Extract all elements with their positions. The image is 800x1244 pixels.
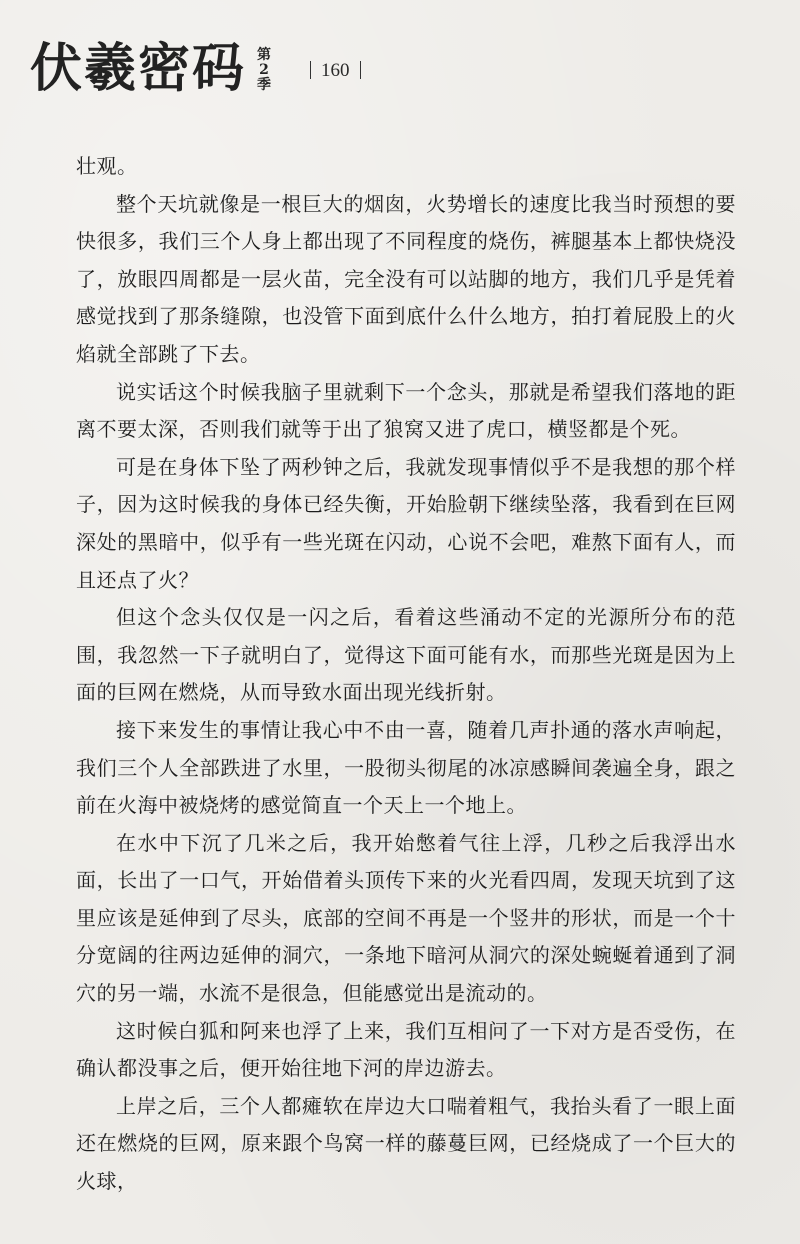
paragraph: 这时候白狐和阿来也浮了上来，我们互相问了一下对方是否受伤，在确认都没事之后，便开始往地下河的岸边游去。	[76, 1018, 736, 1081]
page-number-right-rule	[360, 61, 361, 79]
paragraph: 可是在身体下坠了两秒钟之后，我就发现事情似乎不是我想的那个样子，因为这时候我的身体已经失衡，开始脸朝下继续坠落，我看到在巨网深处的黑暗中，似乎有一些光斑在闪动，心说不会吧，难熬下面有人，而且还点了火？	[76, 454, 736, 592]
page-number: 160	[321, 60, 350, 81]
book-title: 伏羲密码	[30, 38, 247, 99]
body-text	[76, 148, 736, 1201]
paragraph: 上岸之后，三个人都瘫软在岸边大口喘着粗气，我抬头看了一眼上面还在燃烧的巨网，原来跟个鸟窝一样的藤蔓巨网，已经烧成了一个巨大的火球，	[76, 1093, 736, 1194]
paragraph: 在水中下沉了几米之后，我开始憋着气往上浮，几秒之后我浮出水面，长出了一口气，开始借着头顶传下来的火光看四周，发现天坑到了这里应该是延伸到了尽头，底部的空间不再是一个竖井的形状，而是一个十分宽阔的往两边延伸的洞穴，一条地下暗河从洞穴的深处蜿蜒着通到了洞穴的另一端，水流不是很急，但能感觉出是流动的。	[76, 830, 736, 1006]
page-header	[30, 36, 770, 106]
page-number-block	[300, 60, 371, 82]
paragraph: 说实话这个时候我脑子里就剩下一个念头，那就是希望我们落地的距离不要太深，否则我们就等于出了狼窝又进了虎口，横竖都是个死。	[76, 379, 736, 442]
paragraph: 壮观。	[76, 154, 138, 178]
paragraph: 接下来发生的事情让我心中不由一喜，随着几声扑通的落水声响起，我们三个人全部跌进了水里，一股彻头彻尾的冰凉感瞬间袭遍全身，跟之前在火海中被烧烤的感觉简直一个天上一个地上。	[76, 717, 736, 818]
paragraph: 但这个念头仅仅是一闪之后，看着这些涌动不定的光源所分布的范围，我忽然一下子就明白了，觉得这下面可能有水，而那些光斑是因为上面的巨网在燃烧，从而导致水面出现光线折射。	[76, 605, 736, 705]
volume-label: 第2季	[257, 47, 271, 93]
page-number-left-rule	[310, 61, 311, 79]
paragraph: 整个天坑就像是一根巨大的烟囱，火势增长的速度比我当时预想的要快很多，我们三个人身上都出现了不同程度的烧伤，裤腿基本上都快烧没了，放眼四周都是一层火苗，完全没有可以站脚的地方，我们几乎是凭着感觉找到了那条缝隙，也没管下面到底什么什么地方，拍打着屁股上的火焰就全部跳了下去。	[76, 191, 736, 366]
